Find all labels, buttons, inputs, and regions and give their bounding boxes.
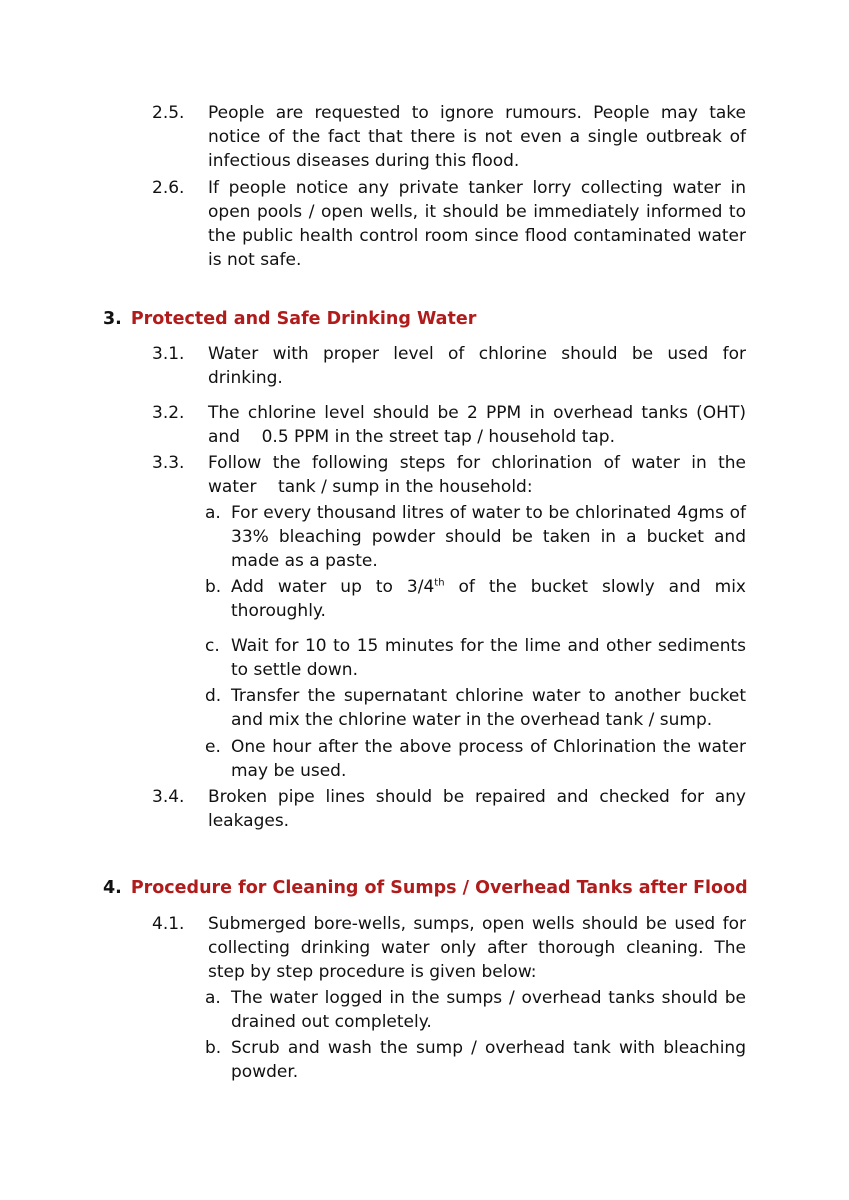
item-number: 4.1.	[152, 914, 185, 934]
superscript: th	[434, 577, 445, 589]
section-title: Procedure for Cleaning of Sumps / Overhead Tanks after Flood	[130, 878, 748, 898]
list-item-3-2	[152, 401, 752, 449]
sub-step-3-3-e	[205, 735, 746, 783]
step-text: For every thousand litres of water to be chlorinated 4gms of 33% bleaching powder should be taken in a bucket and made as a paste.	[231, 503, 746, 571]
item-number: 3.3.	[152, 453, 185, 473]
list-item-4-1	[152, 912, 746, 984]
list-item-2-5	[152, 101, 746, 173]
step-text: Scrub and wash the sump / overhead tank with bleaching powder.	[231, 1038, 746, 1082]
item-number: 2.5.	[152, 103, 185, 123]
sub-step-3-3-b	[205, 575, 746, 623]
list-item-3-3	[152, 451, 752, 499]
step-text: The water logged in the sumps / overhead tanks should be drained out completely.	[231, 988, 746, 1032]
item-text: Water with proper level of chlorine should be used for drinking.	[208, 344, 746, 388]
list-item-2-6	[152, 176, 746, 272]
item-text: Broken pipe lines should be repaired and checked for any leakages.	[208, 787, 746, 831]
step-text-part: Add water up to 3/4	[231, 577, 435, 597]
section-heading-4	[103, 876, 748, 900]
sub-step-3-3-d	[205, 684, 746, 732]
step-text: One hour after the above process of Chlorination the water may be used.	[231, 737, 746, 781]
item-number: 3.1.	[152, 344, 185, 364]
list-item-3-1	[152, 342, 746, 390]
section-number: 3.	[103, 309, 122, 329]
step-text-part: of the bucket slowly and mix thoroughly.	[231, 577, 746, 621]
list-item-3-4	[152, 785, 746, 833]
step-text: Wait for 10 to 15 minutes for the lime and other sediments to settle down.	[231, 636, 746, 680]
step-letter: b.	[205, 577, 222, 597]
item-text: The chlorine level should be 2 PPM in overhead tanks (OHT) and 0.5 PPM in the street tap / household tap.	[208, 403, 752, 447]
step-text: Transfer the supernatant chlorine water to another bucket and mix the chlorine water in the overhead tank / sump.	[231, 686, 746, 730]
step-letter: a.	[205, 988, 221, 1008]
item-number: 3.2.	[152, 403, 185, 423]
step-letter: d.	[205, 686, 222, 706]
step-text	[231, 575, 746, 623]
step-letter: c.	[205, 636, 220, 656]
item-text: Submerged bore-wells, sumps, open wells should be used for collecting drinking water only after thorough cleaning. The step by step procedure is given below:	[208, 914, 746, 982]
step-letter: b.	[205, 1038, 222, 1058]
section-title: Protected and Safe Drinking Water	[130, 309, 477, 329]
sub-step-3-3-a	[205, 501, 746, 573]
item-text: If people notice any private tanker lorry collecting water in open pools / open wells, it should be immediately informed to the public health control room since flood contaminated water is not safe.	[208, 178, 746, 270]
section-number: 4.	[103, 878, 122, 898]
sub-step-4-1-b	[205, 1036, 746, 1084]
item-number: 2.6.	[152, 178, 185, 198]
item-text: Follow the following steps for chlorination of water in the water tank / sump in the household:	[208, 453, 752, 497]
step-letter: a.	[205, 503, 221, 523]
section-heading-3	[103, 307, 476, 331]
item-number: 3.4.	[152, 787, 185, 807]
sub-step-3-3-c	[205, 634, 746, 682]
item-text: People are requested to ignore rumours. People may take notice of the fact that there is not even a single outbreak of infectious diseases during this flood.	[208, 103, 746, 171]
step-letter: e.	[205, 737, 221, 757]
sub-step-4-1-a	[205, 986, 746, 1034]
